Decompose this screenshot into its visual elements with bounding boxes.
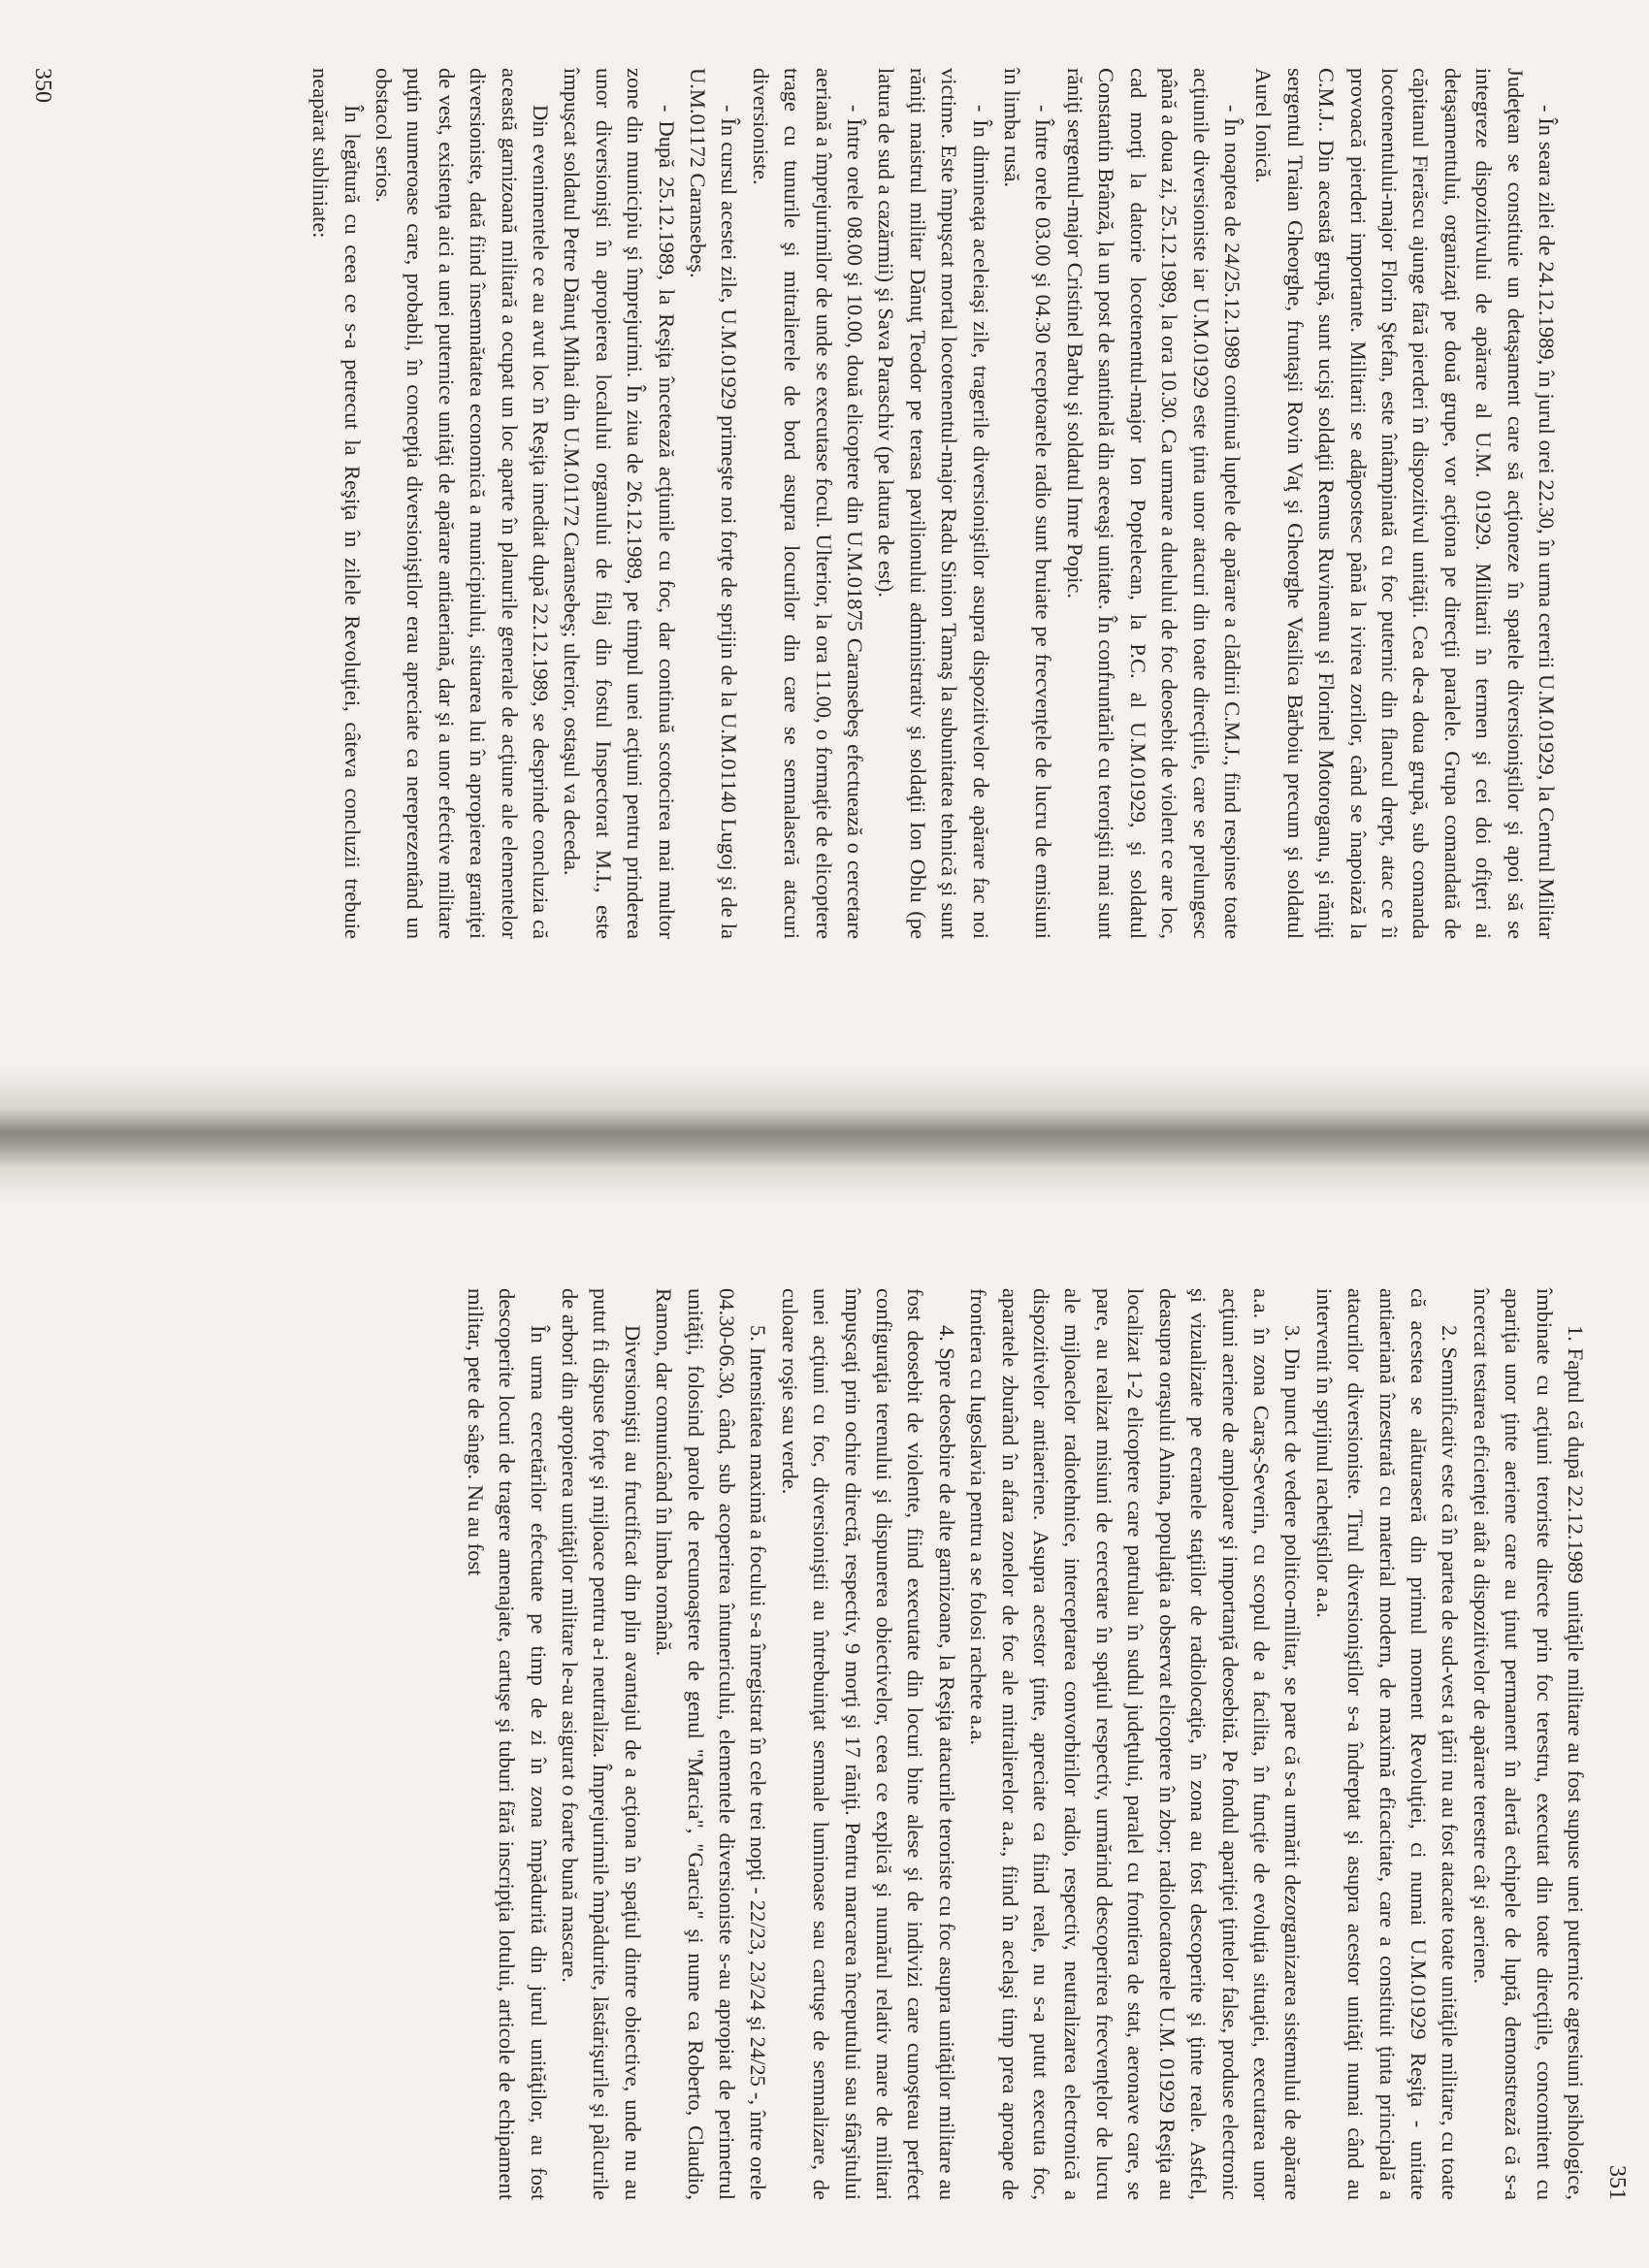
paragraph: 4. Spre deosebire de alte garnizoane, la Reşiţa atacurile teroriste cu foc asupra unităţilor militare au fost deosebit de violente, fiind executate din locuri bine alese şi de indivizi care cunoşteau perfect configuraţia terenului şi dispunerea obiectivelor, ceea ce explică şi numărul relativ mare de militari împuşcaţi prin ochire directă, respectiv, 9 morţi şi 17 răniţi. Pentru marcarea începutului sau sfârşitului unei acţiuni cu foc, diversioniştii au întrebuinţat semnale luminoase sau cartuşe de semnalizare, de culoare roşie sau verde.	[777, 1288, 959, 2200]
paragraph: - Între orele 03.00 şi 04.30 receptoarele radio sunt bruiate pe frecvenţele de lucru de emisiuni în limba rusă.	[1000, 68, 1056, 939]
paragraph: - În noaptea de 24/25.12.1989 continuă luptele de apărare a clădirii C.M.J., fiind respinse toate acţiunile diversioniste iar U.M.01929 este ţinta unor atacuri din toate direcţiile, care se prelungesc până a doua zi, 25.12.1989, la ora 10.30. Ca urmare a duelului de foc deosebit de violent ce are loc, cad morţi la datorie locotenentul-major Ion Poptelecan, la P.C. al U.M.01929, şi soldatul Constantin Brânză, la un post de santinelă din aceeaşi unitate. În confruntările cu teroriştii mai sunt răniţi sergentul-major Cristinel Barbu şi soldatul Imre Popic.	[1062, 68, 1245, 939]
paragraph: 1. Faptul că după 22.12.1989 unităţile militare au fost supuse unei puternice agresiuni psihologice, îmbinate cu acţiuni teroriste directe prin foc terestru, executat din toate direcţiile, concomitent cu apariţia unor ţinte aeriene care au ţinut permanent în alertă echipele de luptă, demonstrează că s-a încercat testarea eficienţei atât a dispozitivelor de apărare terestre cât şi aeriene.	[1469, 1288, 1588, 2200]
paragraph: Diversioniştii au fructificat din plin avantajul de a acţiona în spaţiul dintre obiective, unde nu au putut fi dispuse forţe şi mijloace pentru a-i neutraliza. Împrejurimile împădurite, lăstărişurile şi pâlcurile de arbori din apropierea unităţilor militare le-au asigurat o foarte bună mascare.	[558, 1288, 645, 2200]
paragraph: - După 25.12.1989, la Reşiţa încetează acţiunile cu foc, dar continuă scotocirea mai multor zone din municipiu şi împrejurimi. În ziua de 26.12.1989, pe timpul unei acţiuni pentru prinderea unor diversionişti în apropierea localului organului de filaj din fostul Inspectorat M.I., este împuşcat soldatul Petre Dănuţ Mihai din U.M.01172 Caransebeş; ulterior, ostaşul va deceda.	[560, 68, 679, 939]
paragraph: - În seara zilei de 24.12.1989, în jurul orei 22.30, în urma cererii U.M.01929, la Centrul Militar Judeţean se constituie un detaşament care să acţioneze în spatele diversioniştilor şi apoi să se integreze dispozitivului de apărare al U.M. 01929. Militarii în termen şi cei doi ofiţeri ai detaşamentului, organizaţi pe două grupe, vor acţiona pe direcţii paralele. Grupa comandată de căpitanul Fierăscu ajunge fără pierderi în dispozitivul unităţii. Cea de-a doua grupă, sub comanda locotenentului-major Florin Ştefan, este întâmpinată cu foc puternic din flancul drept, atac ce îi provoacă pierderi importante. Militarii se adăpostesc până la ivirea zorilor, când se înapoiază la C.M.J.. Din această grupă, sunt ucişi soldaţii Remus Ruvineanu şi Florinel Motoroganu, şi răniţi sergentul Traian Gheorghe, fruntaşii Rovin Vaţ şi Gheorghe Vasilica Bărboiu precum şi soldatul Aurel Ionică.	[1251, 68, 1559, 939]
page-number: 351	[1604, 2165, 1630, 2200]
paragraph: Din evenimentele ce au avut loc în Reşiţa imediat după 22.12.1989, se desprinde concluzia că această garnizoană militară a ocupat un loc aparte în planurile generale de acţiune ale elementelor diversioniste, dată fiind însemnătatea economică a municipiului, situarea lui în apropierea graniţei de vest, existenţa aici a unei puternice unităţi de apărare antiaeriană, dar şi a unor efective militare puţin numeroase care, probabil, în concepţia diversioniştilor erau apreciate ca nereprezentând un obstacol serios.	[371, 68, 553, 939]
paragraph: 5. Intensitatea maximă a focului s-a înregistrat în cele trei nopţi - 22/23, 23/24 şi 24/25 -, între orele 04.30-06.30, când, sub acoperirea întunericului, elementele diversioniste s-au apropiat de perimetrul unităţii, folosind parole de recunoaştere de genul "Marcia", "Garcia" şi nume ca Roberto, Claudio, Ramon, dar comunicând în limba română.	[652, 1288, 771, 2200]
left-page	[0, 0, 1649, 1085]
paragraph: În legătură cu ceea ce s-a petrecut la Reşiţa în zilele Revoluţiei, câteva concluzii trebuie neapărat subliniate:	[308, 68, 365, 939]
paragraph: În urma cercetărilor efectuate pe timp de zi în zona împădurită din jurul unităţilor, au fost descoperite locuri de tragere amenajate, cartuşe şi tuburi fără inscripţia lotului, articole de echipament militar, pete de sânge. Nu au fost	[463, 1288, 551, 2200]
paragraph: - Între orele 08.00 şi 10.00, două elicoptere din U.M.01875 Caransebeş efectuează o cercetare aeriană a împrejurimilor de unde se executase focul. Ulterior, la ora 11.00, o formaţie de elicoptere trage cu tunurile şi mitralierele de bord asupra locurilor din care se semnalaseră atacuri diversioniste.	[748, 68, 868, 939]
right-page	[0, 1182, 1649, 2268]
paragraph: - În cursul acestei zile, U.M.01929 primeşte noi forţe de sprijin de la U.M.01140 Lugoj şi de la U.M.01172 Caransebeş.	[686, 68, 742, 939]
paragraph: 2. Semnificativ este că în partea de sud-vest a ţării nu au fost atacate toate unităţile militare, cu toate că acestea se alăturaseră din primul moment Revoluţiei, ci numai U.M.01929 Reşiţa - unitate antiaeriană înzestrată cu material modern, de maximă eficacitate, care a constituit ţinta principală a atacurilor diversioniste. Tirul diversioniştilor s-a îndreptat şi asupra acestor unităţi numai când au intervenit în sprijinul rachetiştilor a.a.	[1311, 1288, 1463, 2200]
paragraph: - În dimineaţa aceleiaşi zile, tragerile diversioniştilor asupra dispozitivelor de apărare fac noi victime. Este împuşcat mortal locotenentul-major Radu Sinion Tamaş la subunitatea tehnică şi sunt răniţi maistrul militar Dănuţ Teodor pe terasa pavilionului administrativ şi soldaţii Ion Oblu (pe latura de sud a cazărmii) şi Sava Paraschiv (pe latura de est).	[874, 68, 993, 939]
page-number: 350	[30, 68, 55, 103]
paragraph: 3. Din punct de vedere politico-militar, se pare că s-a urmărit dezorganizarea sistemului de apărare a.a. în zona Caraş-Severin, cu scopul de a facilita, în funcţie de evoluţia situaţiei, executarea unor acţiuni aeriene de amploare şi importanţă deosebită. Pe fondul apariţiei ţintelor false, produse electronic şi vizualizate pe ecranele staţiilor de radiolocaţie, în zona au fost descoperite şi ţinte reale. Astfel, deasupra oraşului Anina, populaţia a observat elicoptere în zbor; radiolocatoarele U.M. 01929 Reşiţa au localizat 1-2 elicoptere care patrulau în sudul judeţului, paralel cu frontiera de stat, aeronave care, se pare, au realizat misiuni de cercetare în spaţiul respectiv, urmărind descoperirea frecvenţelor de lucru ale mijloacelor radiotehnice, interceptarea convorbirilor radio, respectiv, neutralizarea electronică a dispozitivelor antiaeriene. Asupra acestor ţinte, apreciate ca fiind reale, nu s-a putut executa foc, aparatele zburând în afara zonelor de foc ale mitralierelor a.a., fiind în acelaşi timp prea aproape de frontiera cu Iugoslavia pentru a se folosi rachete a.a.	[966, 1288, 1306, 2200]
